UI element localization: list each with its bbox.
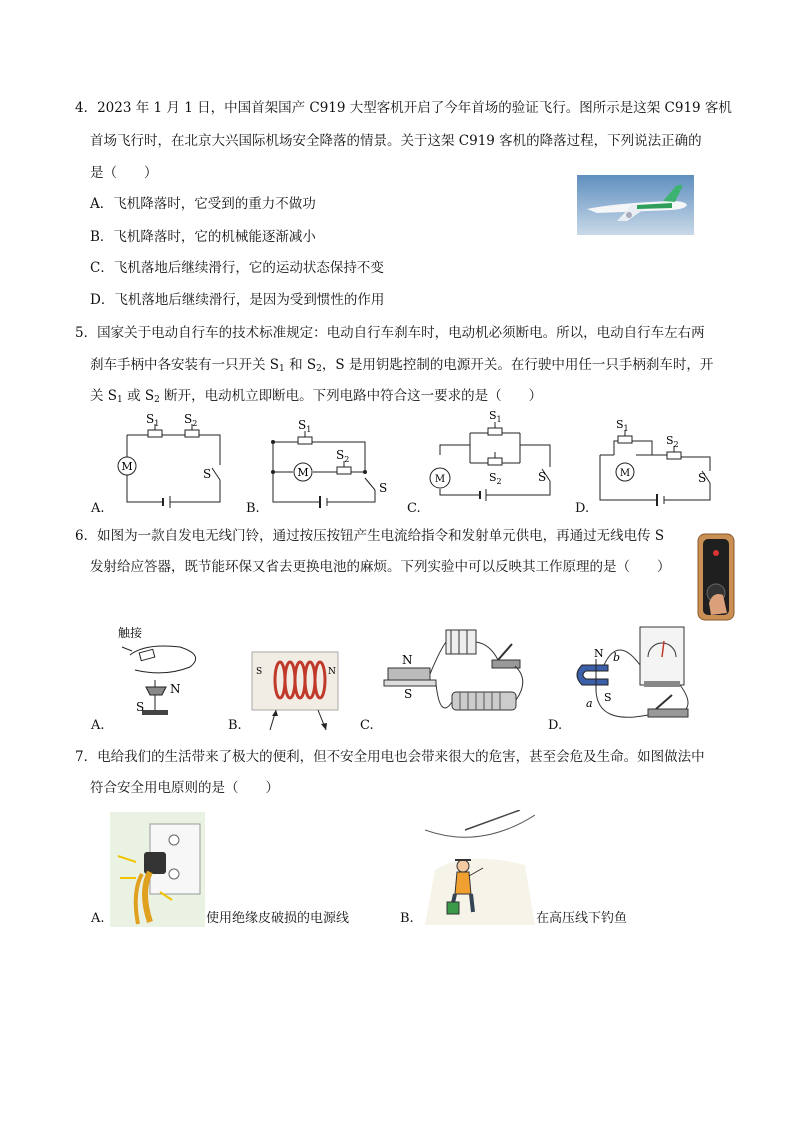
q4-stem-line1: 4．2023 年 1 月 1 日，中国首架国产 C919 大型客机开启了今年首场的验证飞行。图所示是这架 C919 客机: [75, 100, 732, 116]
c919-airplane-photo: [577, 175, 694, 235]
circuit-d: [592, 415, 722, 510]
q4-option-b: B．飞机降落时，它的机械能逐渐减小: [90, 229, 316, 245]
svg-text:S: S: [604, 691, 612, 704]
svg-text:S1: $S_1$: [146, 412, 160, 428]
q7-option-b-letter: B.: [400, 911, 414, 926]
q6-option-c: C.: [360, 718, 374, 733]
q7-option-a-text: 使用绝缘皮破损的电源线: [206, 911, 350, 926]
svg-text:S: S: [379, 481, 388, 495]
q5-option-b: B.: [246, 501, 260, 516]
svg-text:S: S: [136, 700, 145, 714]
q6-stem-line1: 6．如图为一款自发电无线门铃，通过按压按钮产生电流给指令和发射单元供电，再通过无线电传 S: [75, 528, 665, 544]
svg-text:S: S: [538, 470, 547, 484]
q5-stem-line1: 5．国家关于电动自行车的技术标准规定：电动自行车刹车时，电动机必须断电。所以，电动自行车左右两: [75, 325, 705, 341]
q6-stem-line2: 发射给应答器，既节能环保又省去更换电池的麻烦。下列实验中可以反映其工作原理的是（ ）: [90, 559, 671, 575]
fishing-under-power-line-image: [425, 810, 535, 925]
svg-text:S: S: [698, 471, 707, 485]
q4-option-d: D．飞机落地后继续滑行，是因为受到惯性的作用: [90, 292, 385, 308]
q4-stem-line3: 是（ ）: [90, 165, 158, 181]
svg-text:a: a: [586, 697, 593, 710]
experiment-d-generator: [568, 625, 698, 730]
q6-option-a: A.: [91, 718, 105, 733]
svg-text:M: M: [297, 466, 309, 479]
q5-option-c: C.: [407, 501, 421, 516]
svg-text:S1: $S_1$: [298, 418, 312, 434]
svg-text:S1: $S_1$: [616, 418, 629, 433]
svg-text:N: N: [328, 667, 336, 677]
touch-label: 触接: [118, 626, 143, 640]
svg-text:S: S: [404, 687, 413, 701]
svg-text:N: N: [170, 682, 181, 696]
svg-text:S1: $S_1$: [489, 409, 502, 424]
q4-stem-line2: 首场飞行时，在北京大兴国际机场安全降落的情景。关于这架 C919 客机的降落过程，下列说法正确的: [90, 133, 702, 149]
svg-text:S2: $S_2$: [666, 434, 679, 449]
q7-option-b-text: 在高压线下钓鱼: [536, 911, 628, 926]
q6-option-d: D.: [548, 718, 563, 733]
svg-text:N: N: [402, 653, 413, 667]
circuit-c: [428, 405, 568, 505]
q4-option-a: A．飞机降落时，它受到的重力不做功: [90, 196, 316, 212]
q7-option-a-letter: A.: [91, 911, 105, 926]
q6-option-b: B.: [228, 718, 242, 733]
svg-text:S2: $S_2$: [336, 448, 350, 464]
circuit-b: [265, 410, 390, 510]
svg-text:S: S: [203, 467, 212, 481]
svg-text:S2: $S_2$: [184, 412, 198, 428]
experiment-c-motor: [380, 620, 530, 735]
svg-text:M: M: [619, 468, 631, 479]
circuit-a: [115, 410, 240, 510]
svg-text:N: N: [594, 647, 604, 660]
q5-option-a: A.: [91, 501, 105, 516]
experiment-a-oersted: [110, 625, 210, 720]
q5-stem-line3: 关 $S_1$ 或 $S_2$ 断开，电动机立即断电。下列电路中符合这一要求的是（ ）: [90, 388, 543, 405]
q5-stem-line2: 刹车手柄中各安装有一只开关 $S_1$ 和 $S_2$，S 是用钥匙控制的电源开关。在行驶中用任一只手柄刹车时，开: [90, 357, 714, 374]
q5-option-d: D.: [575, 501, 590, 516]
svg-text:S2: $S_2$: [489, 471, 502, 486]
svg-text:M: M: [434, 474, 446, 485]
experiment-b-solenoid: [250, 650, 340, 735]
svg-text:S: S: [256, 667, 263, 677]
motor-label: M: [121, 460, 133, 473]
q4-option-c: C．飞机落地后继续滑行，它的运动状态保持不变: [90, 260, 384, 276]
damaged-power-cord-image: [110, 812, 205, 927]
svg-text:b: b: [613, 651, 621, 664]
q7-stem-line1: 7．电给我们的生活带来了极大的便利，但不安全用电也会带来很大的危害，甚至会危及生命。如图做法中: [75, 749, 705, 765]
wireless-doorbell-photo: [697, 533, 735, 621]
q7-stem-line2: 符合安全用电原则的是（ ）: [90, 780, 279, 796]
